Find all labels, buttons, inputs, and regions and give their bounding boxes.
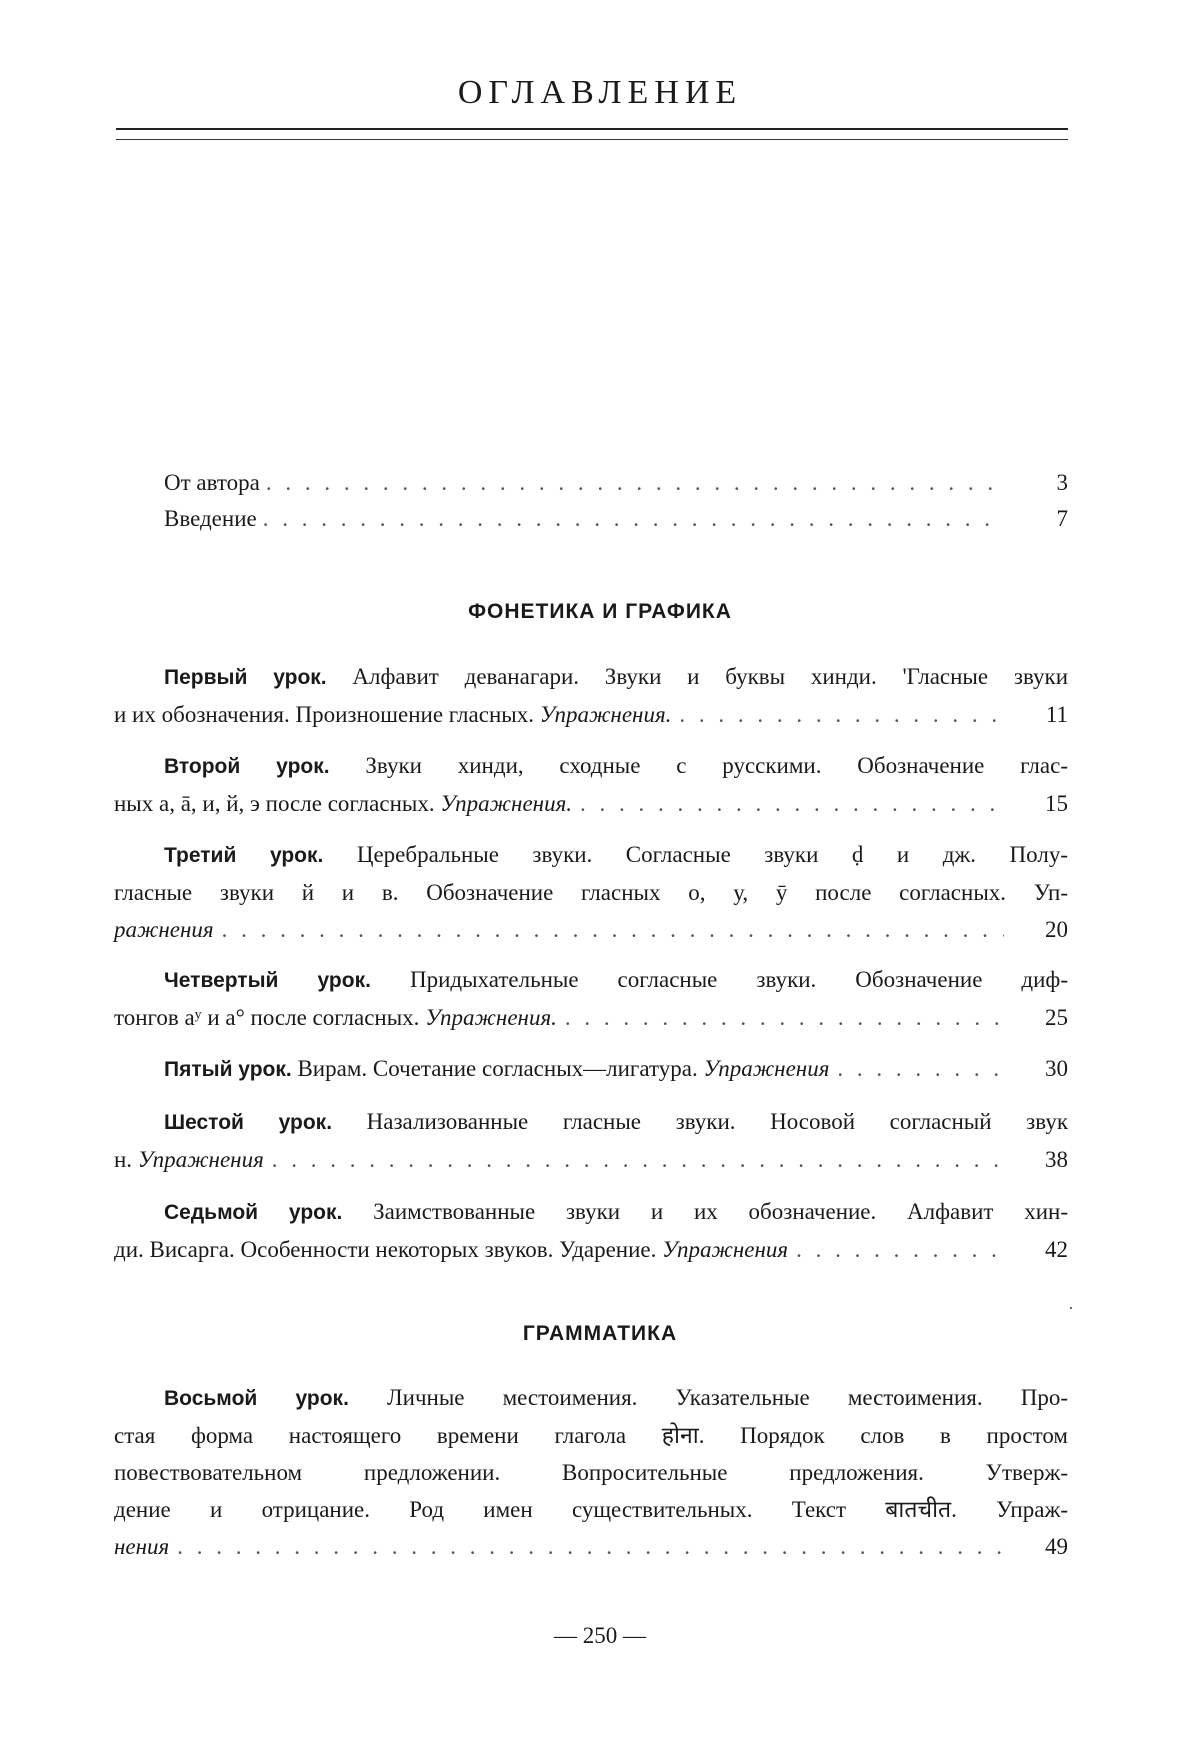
entry-text: ных а, ā, и, й, э bbox=[114, 791, 260, 816]
entry-text: Назализованные гласные звуки. Носовой согласный звук bbox=[366, 1109, 1069, 1134]
dot-leader bbox=[580, 785, 1004, 822]
entry-text: н. bbox=[114, 1147, 133, 1172]
exercises-label: Упражнения bbox=[137, 1147, 264, 1172]
toc-row-author[interactable] bbox=[164, 470, 1068, 504]
entry-text: после согласных. bbox=[265, 791, 435, 816]
dot-leader bbox=[263, 506, 1004, 532]
entry-line bbox=[114, 1103, 1068, 1141]
entry-text: Церебральные звуки. Согласные звуки ḍ и дж. Полу- bbox=[356, 842, 1068, 867]
dot-leader bbox=[266, 470, 1004, 496]
dot-leader bbox=[222, 911, 1004, 948]
entry-line bbox=[114, 1193, 1068, 1231]
lesson-title: Третий урок. bbox=[164, 844, 324, 867]
dot-leader bbox=[272, 1141, 1004, 1178]
dot-leader bbox=[796, 1231, 1004, 1268]
page-number: 49 bbox=[1045, 1534, 1068, 1559]
entry-last-line bbox=[114, 1528, 1068, 1565]
entry-text: дение и отрицание. Род имен существительных. Текст बातचीत. Упраж- bbox=[114, 1497, 1068, 1522]
page-number: 25 bbox=[1045, 1005, 1068, 1030]
entry-last-line bbox=[114, 911, 1068, 948]
lesson-title: Второй урок. bbox=[164, 755, 330, 778]
toc-entry-lesson-5[interactable] bbox=[114, 1050, 1068, 1088]
page-number: 15 bbox=[1045, 791, 1068, 816]
lesson-title: Пятый урок. bbox=[164, 1058, 292, 1081]
entry-text: ди. Висарга. Особенности некоторых звуков. Ударение. bbox=[114, 1237, 657, 1262]
dot-leader bbox=[565, 999, 1004, 1036]
entry-text: и их обозначения. Произношение гласных. bbox=[114, 702, 534, 727]
entry-text: Звуки хинди, сходные с русскими. Обозначение глас- bbox=[365, 753, 1068, 778]
lesson-title: Четвертый урок. bbox=[164, 969, 371, 992]
entry-text: стая форма настоящего времени глагола होना. Порядок слов в простом bbox=[114, 1423, 1068, 1448]
dot-leader bbox=[679, 696, 1004, 733]
toc-entry-lesson-8[interactable] bbox=[114, 1379, 1068, 1565]
lesson-title: Шестой урок. bbox=[164, 1111, 333, 1134]
entry-text: Вирам. Сочетание согласных—лигатура. bbox=[297, 1056, 698, 1081]
entry-last-line bbox=[114, 1231, 1068, 1268]
entry-text: тонгов аʸ и а° после согласных. bbox=[114, 1005, 420, 1030]
page-number: 11 bbox=[1045, 702, 1068, 727]
entry-line bbox=[114, 836, 1068, 874]
page-number: 7 bbox=[1056, 506, 1068, 531]
toc-entry-lesson-7[interactable] bbox=[114, 1193, 1068, 1268]
entry-line bbox=[114, 1454, 1068, 1491]
toc-label: Введение bbox=[164, 506, 257, 531]
entry-text: Придыхательные согласные звуки. Обозначение диф- bbox=[409, 967, 1068, 992]
entry-last-line bbox=[114, 1050, 1068, 1088]
lesson-title: Седьмой урок. bbox=[164, 1201, 343, 1224]
page-number: 3 bbox=[1056, 470, 1068, 495]
exercises-label: нения bbox=[114, 1534, 170, 1559]
entry-text: Заимствованные звуки и их обозначение. Алфавит хин- bbox=[373, 1199, 1068, 1224]
toc-row-introduction[interactable] bbox=[164, 506, 1068, 540]
entry-text: Личные местоимения. Указательные местоимения. Про- bbox=[387, 1385, 1069, 1410]
entry-text: Алфавит деванагари. Звуки и буквы хинди. 'Гласные звуки bbox=[352, 664, 1069, 689]
entry-last-line bbox=[114, 696, 1068, 733]
exercises-label: Упражнения bbox=[662, 1237, 789, 1262]
entry-line bbox=[114, 1417, 1068, 1454]
entry-line bbox=[114, 658, 1068, 696]
page-number: 20 bbox=[1045, 917, 1068, 942]
entry-last-line bbox=[114, 785, 1068, 822]
toc-entry-lesson-6[interactable] bbox=[114, 1103, 1068, 1178]
toc-entry-lesson-3[interactable] bbox=[114, 836, 1068, 948]
toc-entry-lesson-4[interactable] bbox=[114, 961, 1068, 1036]
stray-mark: · bbox=[1068, 1298, 1074, 1318]
dot-leader bbox=[177, 1528, 1004, 1565]
exercises-label: Упражнения. bbox=[539, 702, 672, 727]
lesson-title: Восьмой урок. bbox=[164, 1387, 349, 1410]
toc-entry-lesson-1[interactable] bbox=[114, 658, 1068, 733]
entry-line bbox=[114, 747, 1068, 785]
entry-line bbox=[114, 874, 1068, 911]
lesson-title: Первый урок. bbox=[164, 666, 327, 689]
title-rule bbox=[116, 128, 1068, 140]
toc-entry-lesson-2[interactable] bbox=[114, 747, 1068, 822]
page-number: 38 bbox=[1045, 1147, 1068, 1172]
page-number: 42 bbox=[1045, 1237, 1068, 1262]
entry-last-line bbox=[114, 1141, 1068, 1178]
exercises-label: Упражнения. bbox=[440, 791, 573, 816]
entry-last-line bbox=[114, 999, 1068, 1036]
entry-text: гласные звуки й и в. Обозначение гласных о, у, ӯ после согласных. Уп- bbox=[114, 880, 1068, 905]
page-number: 30 bbox=[1045, 1056, 1068, 1081]
section-heading-phonetics: ФОНЕТИКА И ГРАФИКА bbox=[468, 600, 732, 623]
entry-line bbox=[114, 1379, 1068, 1417]
exercises-label: ражнения bbox=[114, 917, 214, 942]
toc-label: От автора bbox=[164, 470, 260, 495]
page-footer-number: — 250 — bbox=[554, 1623, 646, 1648]
entry-line bbox=[114, 1491, 1068, 1528]
entry-line bbox=[114, 961, 1068, 999]
page-title: ОГЛАВЛЕНИЕ bbox=[457, 74, 743, 111]
section-heading-grammar: ГРАММАТИКА bbox=[522, 1322, 678, 1345]
dot-leader bbox=[837, 1050, 1004, 1087]
entry-text: повествовательном предложении. Вопросительные предложения. Утверж- bbox=[114, 1460, 1068, 1485]
exercises-label: Упражнения bbox=[703, 1056, 830, 1081]
exercises-label: Упражнения. bbox=[425, 1005, 557, 1030]
